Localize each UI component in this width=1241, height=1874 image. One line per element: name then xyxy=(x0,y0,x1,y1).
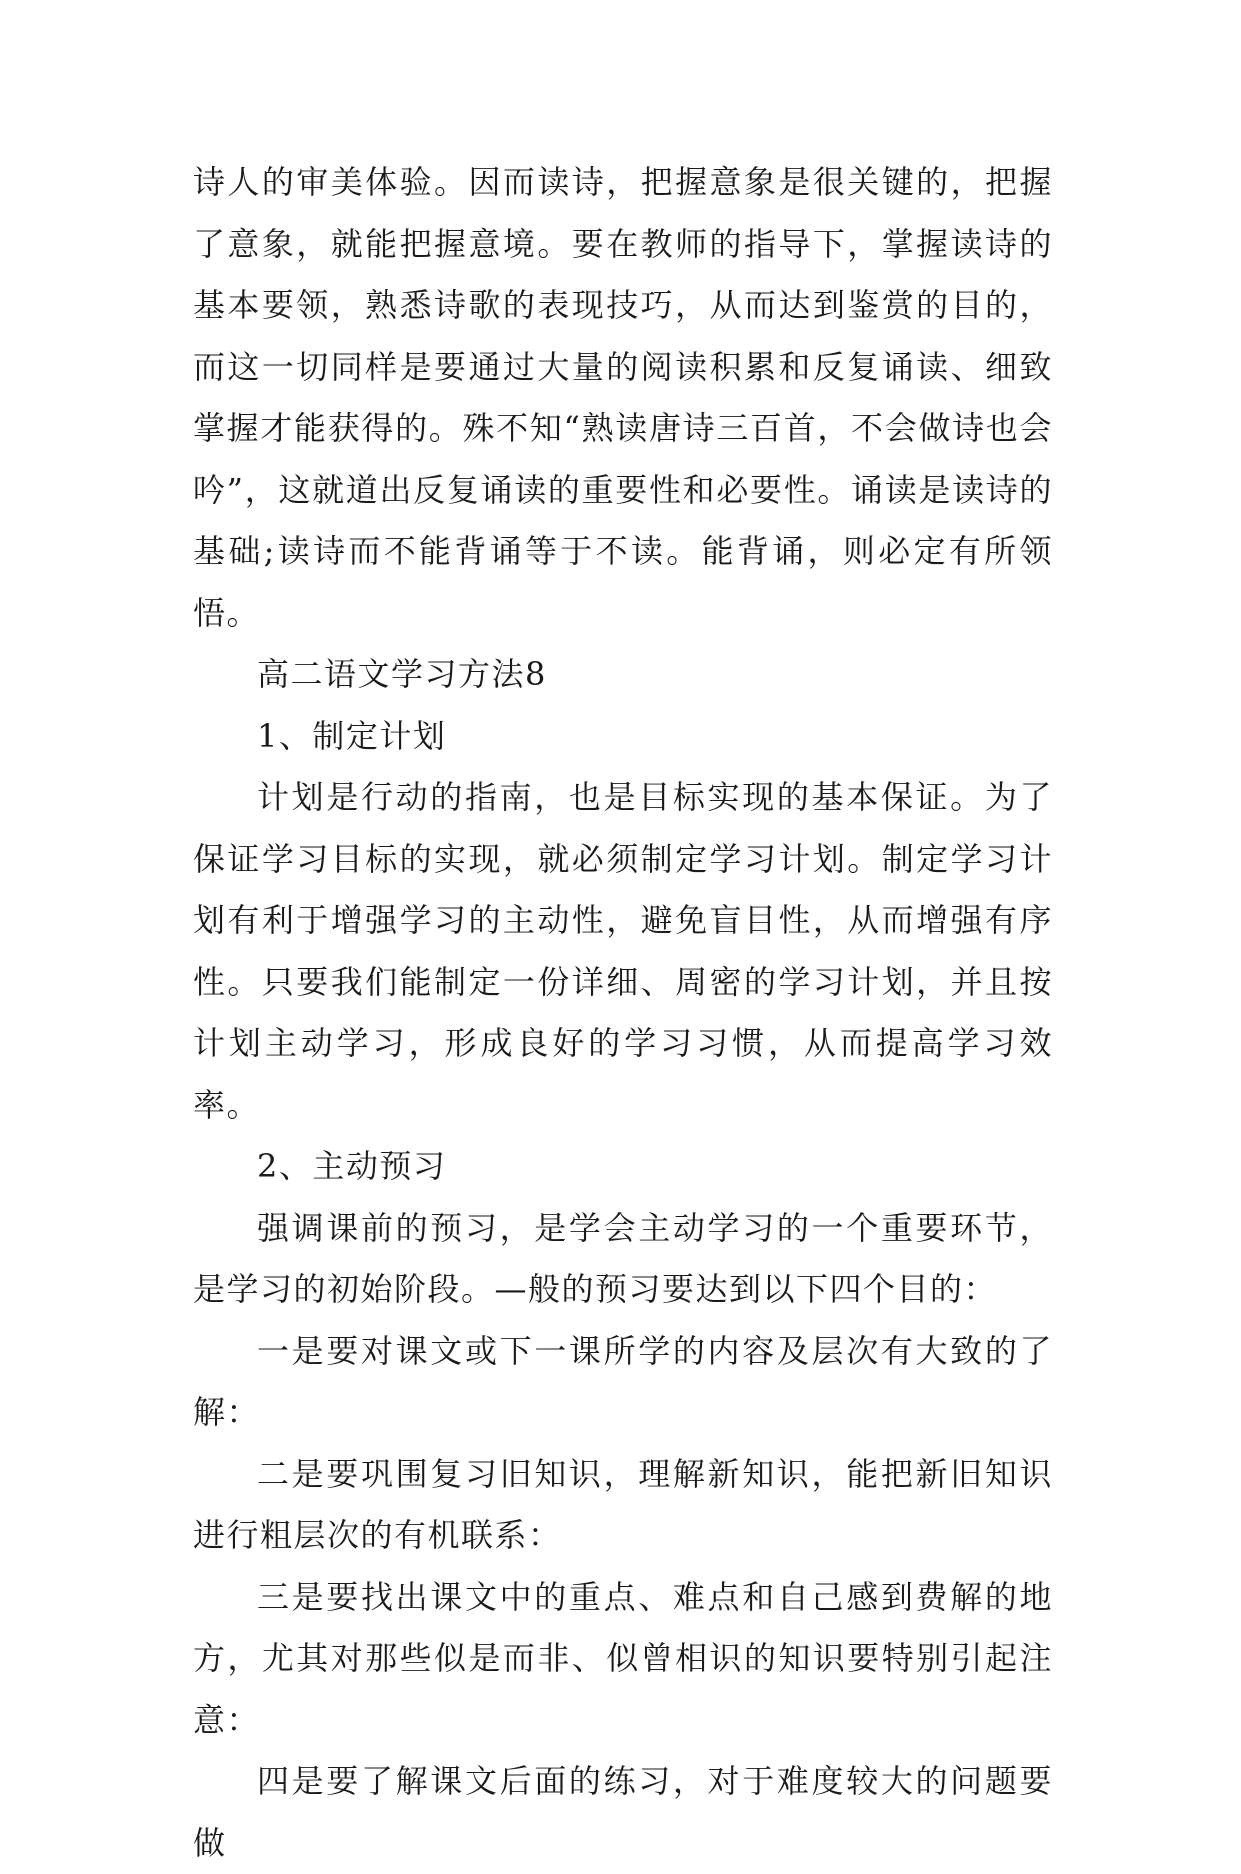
document-body xyxy=(193,152,1053,1874)
list-item-1: 一是要对课文或下一课所学的内容及层次有大致的了解： xyxy=(193,1331,1053,1431)
list-item-4: 四是要了解课文后面的练习，对于难度较大的问题要做 xyxy=(193,1762,1053,1862)
subheading-preview: 2、主动预习 xyxy=(257,1147,447,1185)
section-heading: 高二语文学习方法8 xyxy=(257,655,547,693)
paragraph-preview: 强调课前的预习，是学会主动学习的一个重要环节，是学习的初始阶段。—般的预习要达到以下四个目的： xyxy=(193,1208,1053,1308)
paragraph-continued: 诗人的审美体验。因而读诗，把握意象是很关键的，把握了意象，就能把握意境。要在教师的指导下，掌握读诗的基本要领，熟悉诗歌的表现技巧，从而达到鉴赏的目的，而这一切同样是要通过大量的阅读积累和反复诵读、细致掌握才能获得的。殊不知“熟读唐诗三百首，不会做诗也会吟”，这就道出反复诵读的重要性和必要性。诵读是读诗的基础;读诗而不能背诵等于不读。能背诵，则必定有所领悟。 xyxy=(193,163,1053,632)
subheading-plan: 1、制定计划 xyxy=(257,716,447,755)
list-item-2: 二是要巩围复习旧知识，理解新知识，能把新旧知识进行粗层次的有机联系： xyxy=(193,1454,1053,1554)
paragraph-plan: 计划是行动的指南，也是目标实现的基本保证。为了保证学习目标的实现，就必须制定学习计划。制定学习计划有利于增强学习的主动性，避免盲目性，从而增强有序性。只要我们能制定一份详细、周密的学习计划，并且按计划主动学习，形成良好的学习习惯，从而提高学习效率。 xyxy=(193,778,1053,1124)
list-item-3: 三是要找出课文中的重点、难点和自己感到费解的地方，尤其对那些似是而非、似曾相识的知识要特别引起注意： xyxy=(193,1577,1053,1739)
